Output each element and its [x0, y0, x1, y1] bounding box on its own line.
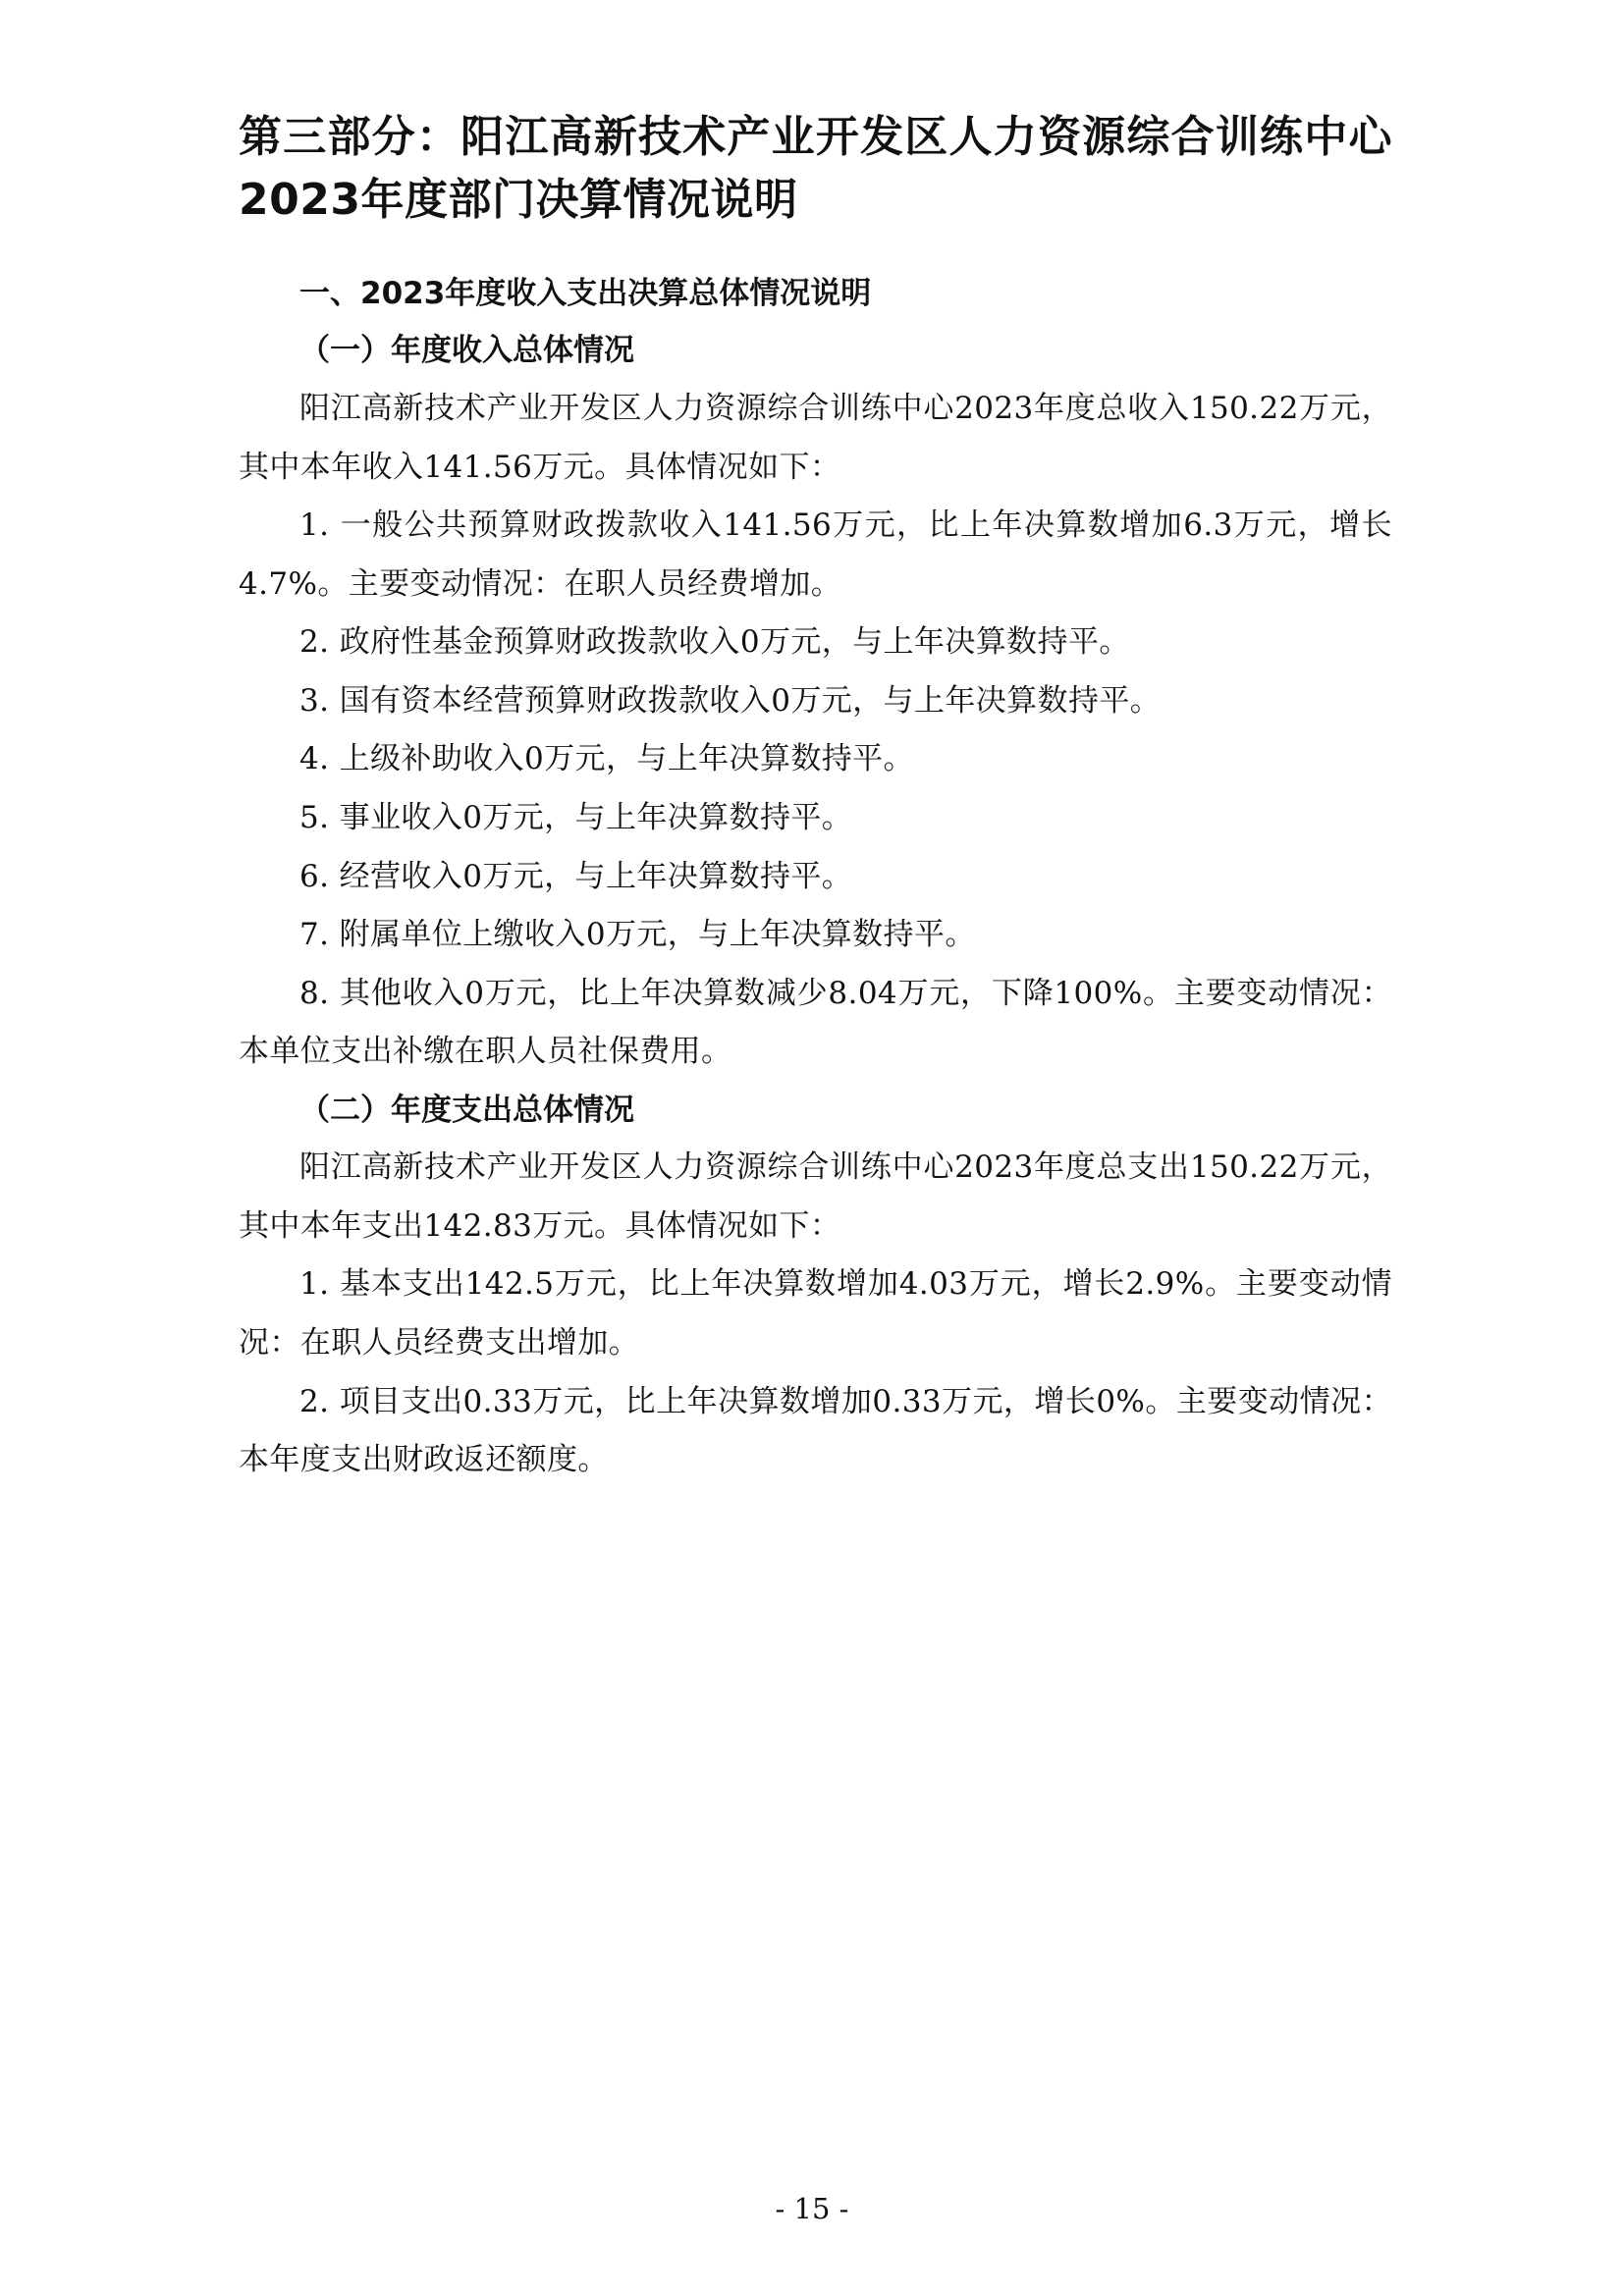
page-title: 第三部分：阳江高新技术产业开发区人力资源综合训练中心2023年度部门决算情况说明	[239, 112, 1392, 225]
income-item-8: 8. 其他收入0万元，比上年决算数减少8.04万元，下降100%。主要变动情况：本单位支出补缴在职人员社保费用。	[239, 975, 1392, 1070]
page-number: - 15 -	[775, 2192, 849, 2225]
income-item-4: 4. 上级补助收入0万元，与上年决算数持平。	[299, 741, 914, 777]
income-item-2: 2. 政府性基金预算财政拨款收入0万元，与上年决算数持平。	[299, 624, 1130, 661]
subsection-heading-income: （一）年度收入总体情况	[299, 333, 634, 369]
income-item-6: 6. 经营收入0万元，与上年决算数持平。	[299, 858, 853, 894]
expense-item-2: 2. 项目支出0.33万元，比上年决算数增加0.33万元，增长0%。主要变动情况：本年度支出财政返还额度。	[239, 1383, 1392, 1478]
income-item-7: 7. 附属单位上缴收入0万元，与上年决算数持平。	[299, 917, 976, 953]
expense-item-1: 1. 基本支出142.5万元，比上年决算数增加4.03万元，增长2.9%。主要变动情况：在职人员经费支出增加。	[239, 1266, 1392, 1361]
subsection-heading-expense: （二）年度支出总体情况	[299, 1092, 634, 1128]
section-heading: 一、2023年度收入支出决算总体情况说明	[299, 275, 872, 311]
income-item-3: 3. 国有资本经营预算财政拨款收入0万元，与上年决算数持平。	[299, 682, 1162, 719]
income-item-5: 5. 事业收入0万元，与上年决算数持平。	[299, 799, 853, 835]
income-item-1: 1. 一般公共预算财政拨款收入141.56万元，比上年决算数增加6.3万元，增长4.7%。主要变动情况：在职人员经费增加。	[239, 507, 1392, 602]
expense-intro-paragraph: 阳江高新技术产业开发区人力资源综合训练中心2023年度总支出150.22万元，其中本年支出142.83万元。具体情况如下：	[239, 1149, 1392, 1244]
income-intro-paragraph: 阳江高新技术产业开发区人力资源综合训练中心2023年度总收入150.22万元，其中本年收入141.56万元。具体情况如下：	[239, 391, 1392, 485]
document-body	[239, 106, 1392, 1490]
